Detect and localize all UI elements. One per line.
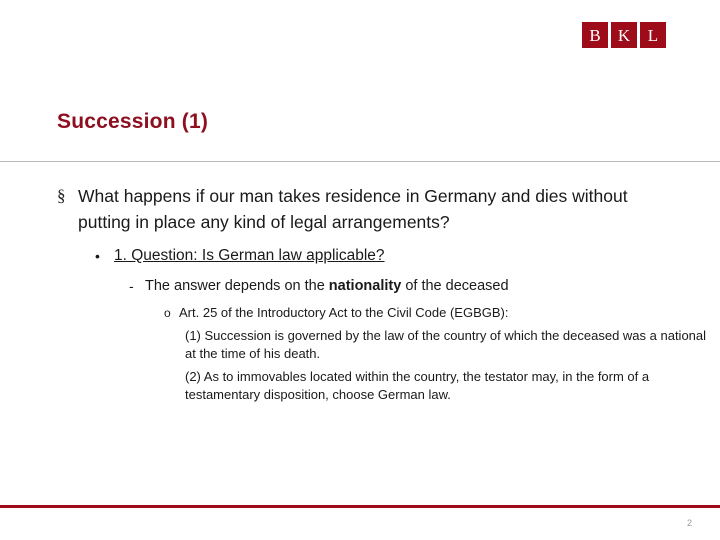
- logo-letter-l: L: [640, 22, 666, 48]
- logo-letter-b: B: [582, 22, 608, 48]
- section-bullet-icon: §: [57, 186, 66, 205]
- slide-body: [57, 183, 707, 404]
- bullet-level3-emphasis: nationality: [328, 278, 402, 294]
- bullet-level4-text: Art. 25 of the Introductory Act to the Civil Code (EGBGB):: [179, 305, 509, 320]
- statute-paragraph-2: (2) As to immovables located within the country, the testator may, in the form of a testamentary disposition, choose German law.: [185, 369, 650, 402]
- statute-paragraph-1: (1) Succession is governed by the law of the country of which the deceased was a national at the time of his death.: [185, 328, 707, 361]
- footer-accent-bar: [0, 505, 720, 508]
- title-divider: [0, 161, 720, 162]
- bullet-level1: [57, 183, 669, 235]
- bullet-level3-text-before: The answer depends on the: [145, 278, 329, 294]
- bkl-logo: [582, 22, 666, 48]
- bullet-level4: [164, 304, 669, 322]
- dot-bullet-icon: •: [95, 248, 100, 264]
- bullet-level3: [129, 276, 669, 296]
- bullet-level2-text: 1. Question: Is German law applicable?: [114, 247, 385, 264]
- logo-letter-k: K: [611, 22, 637, 48]
- bullet-level1-text: What happens if our man takes residence in Germany and dies without putting in place any kind of legal arrangements?: [78, 186, 628, 232]
- slide-title: Succession (1): [57, 110, 209, 133]
- page-number: 2: [686, 518, 692, 528]
- bullet-level3-text-after: of the deceased: [401, 278, 509, 294]
- circle-bullet-icon: o: [164, 306, 171, 320]
- bullet-level2: [93, 245, 669, 267]
- dash-bullet-icon: -: [129, 278, 134, 294]
